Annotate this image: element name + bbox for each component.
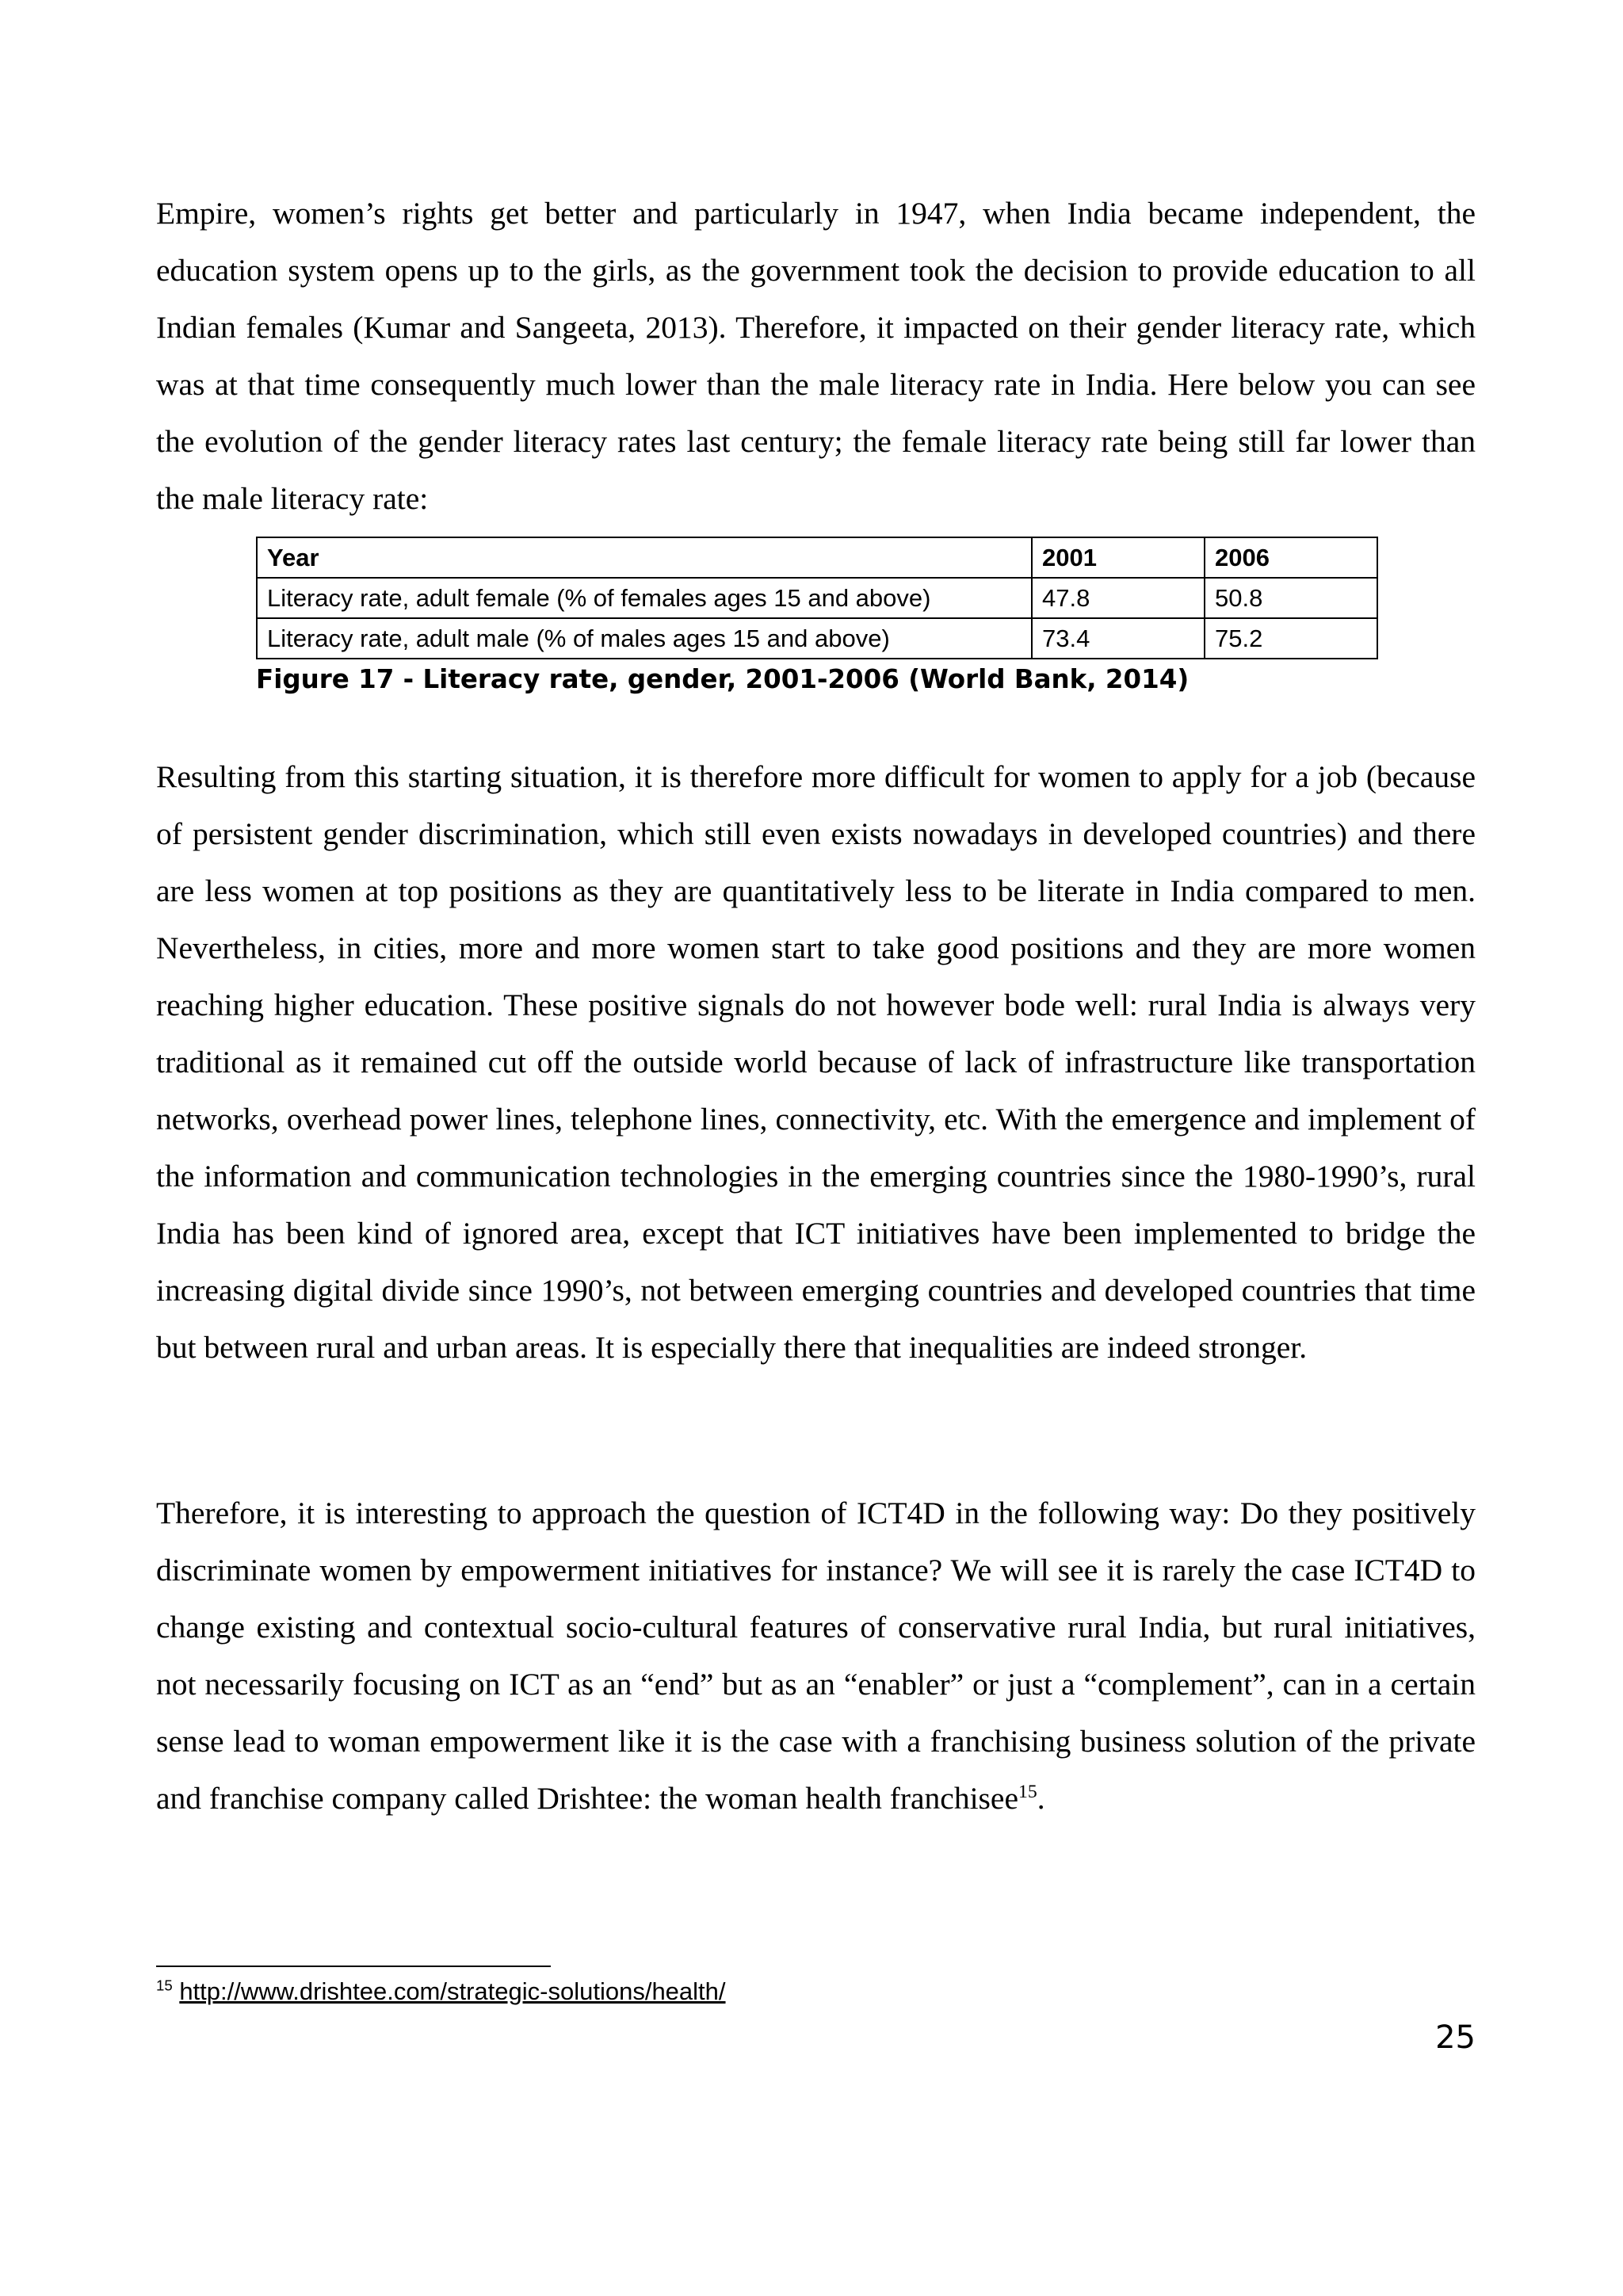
footnote-link[interactable]: http://www.drishtee.com/strategic-solutions/health/ [179, 1977, 726, 2005]
paragraph-2 [156, 748, 1476, 1376]
page-number: 25 [1435, 2019, 1476, 2056]
footnote-reference[interactable]: 15 [1018, 1781, 1037, 1802]
paragraph-2-text: Resulting from this starting situation, it is therefore more difficult for women to apply for a job (because of persistent gender discrimination, which still even exists nowadays in developed countries) and there are less women at top positions as they are quantitatively less to be literate in India compared to men. Nevertheless, in cities, more and more women start to take good positions and they are more women reaching higher education. These positive signals do not however bode well: rural India is always very traditional as it remained cut off the outside world because of lack of infrastructure like transportation networks, overhead power lines, telephone lines, connectivity, etc. With the emergence and implement of the information and communication technologies in the emerging countries since the 1980-1990’s, rural India has been kind of ignored area, except that ICT initiatives have been implemented to bridge the increasing digital divide since 1990’s, not between emerging countries and developed countries that time but between rural and urban areas. It is especially there that inequalities are indeed stronger. [156, 759, 1476, 1365]
table-header-row [257, 537, 1377, 578]
table-cell-value: 47.8 [1032, 578, 1205, 618]
table-cell-value: 73.4 [1032, 618, 1205, 659]
table-row [257, 618, 1377, 659]
footnote [156, 1977, 726, 2006]
paragraph-3-body: Therefore, it is interesting to approach the question of ICT4D in the following way: Do they positively discriminate women by empowerment initiatives for instance? We will see it is rarely the case ICT4D to change existing and contextual socio-cultural features of conservative rural India, but rural initiatives, not necessarily focusing on ICT as an “end” but as an “enabler” or just a “complement”, can in a certain sense lead to woman empowerment like it is the case with a franchising business solution of the private and franchise company called Drishtee: the woman health franchisee [156, 1496, 1476, 1816]
table-row [257, 578, 1377, 618]
table-cell-label: Literacy rate, adult male (% of males ages 15 and above) [257, 618, 1032, 659]
figure-caption: Figure 17 - Literacy rate, gender, 2001-2006 (World Bank, 2014) [256, 664, 1190, 694]
paragraph-3 [156, 1484, 1476, 1827]
paragraph-3-end: . [1037, 1781, 1045, 1816]
table-header-year: Year [257, 537, 1032, 578]
table-cell-label: Literacy rate, adult female (% of females ages 15 and above) [257, 578, 1032, 618]
table-cell-value: 50.8 [1205, 578, 1377, 618]
paragraph-1-text: Empire, women’s rights get better and particularly in 1947, when India became independent, the education system opens up to the girls, as the government took the decision to provide education to all Indian females (Kumar and Sangeeta, 2013). Therefore, it impacted on their gender literacy rate, which was at that time consequently much lower than the male literacy rate in India. Here below you can see the evolution of the gender literacy rates last century; the female literacy rate being still far lower than the male literacy rate: [156, 196, 1476, 516]
table-cell-value: 75.2 [1205, 618, 1377, 659]
paragraph-3-text [156, 1484, 1476, 1827]
paragraph-1 [156, 185, 1476, 527]
footnote-number: 15 [156, 1977, 173, 1994]
table-header-2006: 2006 [1205, 537, 1377, 578]
table-header-2001: 2001 [1032, 537, 1205, 578]
literacy-table [256, 537, 1378, 659]
footnote-divider [156, 1966, 551, 1967]
